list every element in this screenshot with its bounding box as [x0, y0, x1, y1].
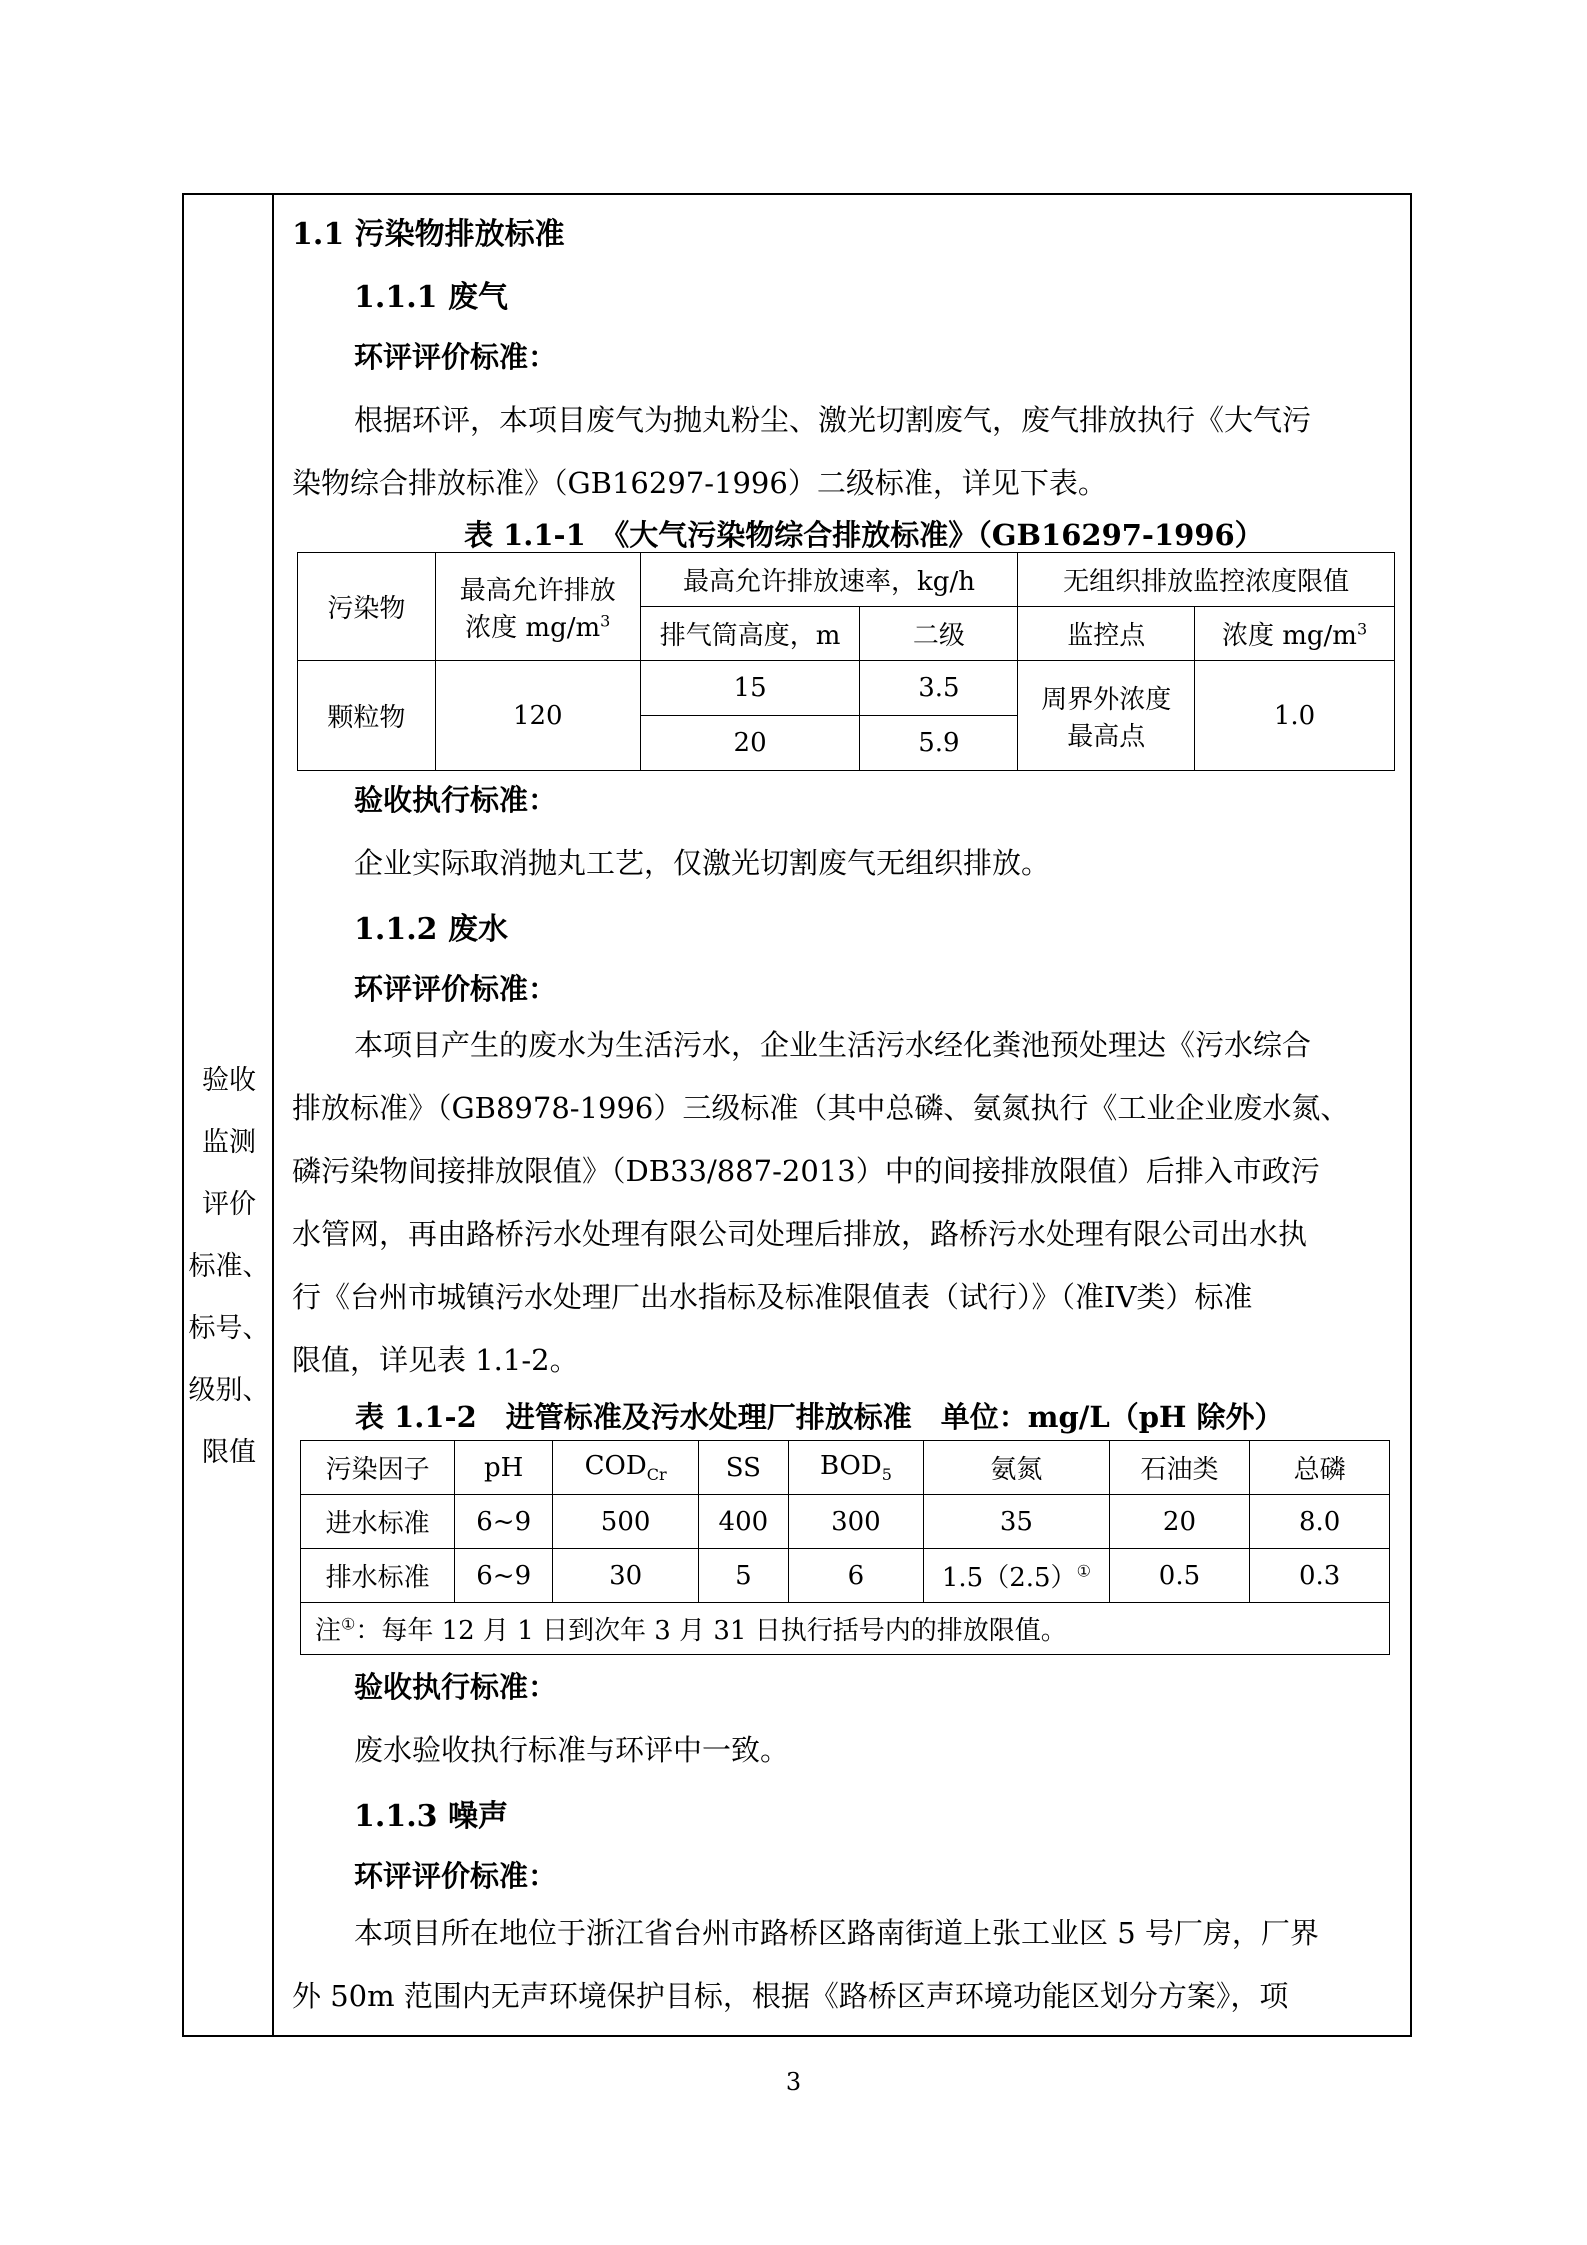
page-number: 3: [785, 2068, 802, 2096]
table-1-header-concentration: 最高允许排放 浓度 $mg/m^3$: [435, 553, 640, 661]
table-2-cell: 1.5（2.5）①: [924, 1549, 1109, 1603]
table-2-header-factor: 污染因子: [301, 1441, 455, 1495]
table-2-cell: 6~9: [455, 1549, 553, 1603]
table-1-header-rate: 最高允许排放速率，kg/h: [640, 553, 1018, 607]
acceptance-standard-label: 验收执行标准：: [354, 783, 558, 817]
table-1-header-monitor-point: 监控点: [1018, 607, 1195, 661]
gas-paragraph-line: 染物综合排放标准》（GB16297-1996）二级标准，详见下表。: [292, 466, 1107, 500]
table-2: [300, 1440, 1390, 1655]
table-2-note: 注①：每年 12 月 1 日到次年 3 月 31 日执行括号内的排放限值。: [301, 1603, 1390, 1655]
noise-paragraph-line: 本项目所在地位于浙江省台州市路桥区路南街道上张工业区 5 号厂房，厂界: [354, 1916, 1319, 1950]
section-title-1-1-1: 1.1.1 废气: [354, 280, 508, 315]
table-2-cell: 0.3: [1250, 1549, 1390, 1603]
water-paragraph-line: 限值，详见表 1.1-2。: [292, 1343, 579, 1377]
table-1-header-stack-height: 排气筒高度，m: [640, 607, 860, 661]
table-1-cell: 周界外浓度 最高点: [1018, 661, 1195, 771]
table-1-header-fugitive-conc: 浓度 $mg/m^3$: [1195, 607, 1395, 661]
table-1-cell: 3.5: [860, 661, 1018, 716]
table-2-header-tp: 总磷: [1250, 1441, 1390, 1495]
table-1-cell: 15: [640, 661, 860, 716]
table-2-cell: 400: [699, 1495, 789, 1549]
eia-standard-label: 环评评价标准：: [354, 1859, 558, 1893]
table-1-header-fugitive: 无组织排放监控浓度限值: [1018, 553, 1395, 607]
water-paragraph-line: 排放标准》（GB8978-1996）三级标准（其中总磷、氨氮执行《工业企业废水氮、: [292, 1091, 1350, 1125]
side-label: 验收 监测 评价 标准、 标号、 级别、 限值: [188, 1065, 270, 1468]
table-2-header-ss: SS: [699, 1441, 789, 1495]
table-2-cell: 8.0: [1250, 1495, 1390, 1549]
table-1-header-grade: 二级: [860, 607, 1018, 661]
table-1-cell: 1.0: [1195, 661, 1395, 771]
table-2-cell: 6: [788, 1549, 923, 1603]
table-2-header-ammonia: 氨氮: [924, 1441, 1109, 1495]
gas-paragraph-line: 根据环评，本项目废气为抛丸粉尘、激光切割废气，废气排放执行《大气污: [354, 403, 1312, 437]
table-2-cell: 0.5: [1109, 1549, 1250, 1603]
water-paragraph-line: 本项目产生的废水为生活污水，企业生活污水经化粪池预处理达《污水综合: [354, 1028, 1312, 1062]
table-2-cell: 300: [788, 1495, 923, 1549]
gas-acceptance-text: 企业实际取消抛丸工艺，仅激光切割废气无组织排放。: [354, 846, 1051, 880]
table-1-caption: 表 1.1-1 《大气污染物综合排放标准》（GB16297-1996）: [464, 518, 1264, 552]
water-paragraph-line: 磷污染物间接排放限值》（DB33/887-2013）中的间接排放限值）后排入市政污: [292, 1154, 1320, 1188]
table-2-cell: 30: [553, 1549, 699, 1603]
table-2-cell: 500: [553, 1495, 699, 1549]
table-2-header-ph: pH: [455, 1441, 553, 1495]
eia-standard-label: 环评评价标准：: [354, 972, 558, 1006]
table-1-header-pollutant: 污染物: [298, 553, 436, 661]
table-1-cell: 120: [435, 661, 640, 771]
table-2-cell: 35: [924, 1495, 1109, 1549]
table-1-cell: 颗粒物: [298, 661, 436, 771]
noise-paragraph-line: 外 50m 范围内无声环境保护目标，根据《路桥区声环境功能区划分方案》，项: [292, 1979, 1289, 2013]
table-1-cell: 5.9: [860, 716, 1018, 771]
table-2-caption: 表 1.1-2 进管标准及污水处理厂排放标准 单位：mg/L（pH 除外）: [355, 1400, 1284, 1434]
eia-standard-label: 环评评价标准：: [354, 340, 558, 374]
water-paragraph-line: 行《台州市城镇污水处理厂出水指标及标准限值表（试行）》（准IV类）标准: [292, 1280, 1253, 1314]
table-1: [297, 552, 1395, 771]
section-title-1-1-2: 1.1.2 废水: [354, 912, 508, 947]
section-title-1-1-3: 1.1.3 噪声: [354, 1799, 508, 1834]
table-2-row-label: 排水标准: [301, 1549, 455, 1603]
section-title-1-1: 1.1 污染物排放标准: [292, 217, 565, 252]
table-2-row-label: 进水标准: [301, 1495, 455, 1549]
water-acceptance-text: 废水验收执行标准与环评中一致。: [354, 1733, 790, 1767]
acceptance-standard-label: 验收执行标准：: [354, 1670, 558, 1704]
table-1-cell: 20: [640, 716, 860, 771]
table-2-header-cod: $COD_{Cr}$: [553, 1441, 699, 1495]
form-frame: [182, 193, 1412, 2037]
table-2-cell: 5: [699, 1549, 789, 1603]
side-column: [184, 195, 274, 2035]
table-2-header-oil: 石油类: [1109, 1441, 1250, 1495]
table-2-cell: 6~9: [455, 1495, 553, 1549]
table-2-cell: 20: [1109, 1495, 1250, 1549]
table-2-header-bod: $BOD_5$: [788, 1441, 923, 1495]
water-paragraph-line: 水管网，再由路桥污水处理有限公司处理后排放，路桥污水处理有限公司出水执: [292, 1217, 1308, 1251]
